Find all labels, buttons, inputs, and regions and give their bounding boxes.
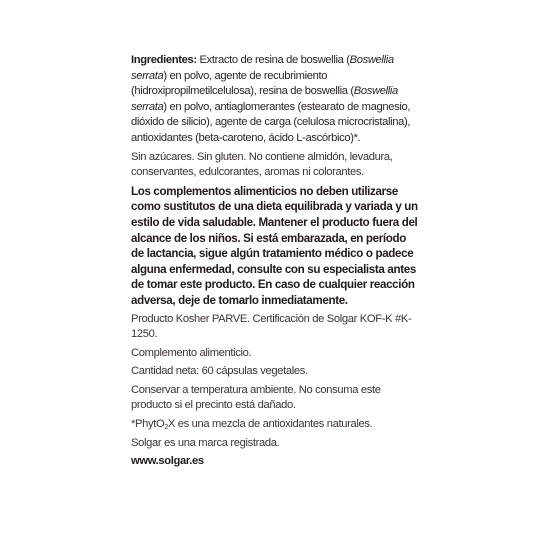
warning-statement: Los complementos alimenticios no deben utilizarse como sustitutos de una dieta equilibrada y variada y un estilo de vida saludable. Mantener el producto fuera del alcance de los niños. Si está embarazada, en período de lactancia, sigue algún tratamiento médico o padece alguna enfermedad, consulte con su especialista antes de tomar este producto. En caso de cualquier reacción adversa, deje de tomarlo inmediatamente. <box>131 184 418 307</box>
supplement-statement: Complemento alimenticio. <box>131 346 252 359</box>
kosher-statement: Producto Kosher PARVE. Certificación de Solgar KOF-K #K-1250. <box>131 312 412 341</box>
phyto-note <box>131 417 421 433</box>
ingredients-text-2: ) en polvo, agente de recubrimiento (hidroxipropilmetilcelulosa), resina de boswellia ( <box>131 69 354 98</box>
phyto-suffix: X es una mezcla de antioxidantes naturales. <box>167 418 373 431</box>
ingredients-latin-name-2: Boswellia serrata <box>131 85 398 113</box>
phyto-prefix: *PhytO <box>131 418 165 431</box>
website-link[interactable]: www.solgar.es <box>131 455 204 468</box>
free-from-statement: Sin azúcares. Sin gluten. No contiene almidón, levadura, conservantes, edulcorantes, aromas ni colorantes. <box>131 150 393 179</box>
phyto-subscript: 2 <box>164 424 168 432</box>
ingredients-latin-name-1: Boswellia serrata <box>131 54 394 82</box>
ingredients-text-3: ) en polvo, antiaglomerantes (estearato de magnesio, dióxido de silicio), agente de carga (celulosa microcristalina), antioxidantes (beta-caroteno, ácido L-ascórbico)*. <box>131 100 411 144</box>
ingredients-text-1: Extracto de resina de boswellia ( <box>196 54 350 66</box>
ingredients-paragraph <box>131 53 421 147</box>
net-quantity: Cantidad neta: 60 cápsulas vegetales. <box>131 365 308 378</box>
label-text-block <box>131 53 421 473</box>
ingredients-heading: Ingredientes: <box>131 54 197 66</box>
storage-statement: Conservar a temperatura ambiente. No consuma este producto si el precinto está dañado. <box>131 383 381 412</box>
trademark-statement: Solgar es una marca registrada. <box>131 436 280 449</box>
